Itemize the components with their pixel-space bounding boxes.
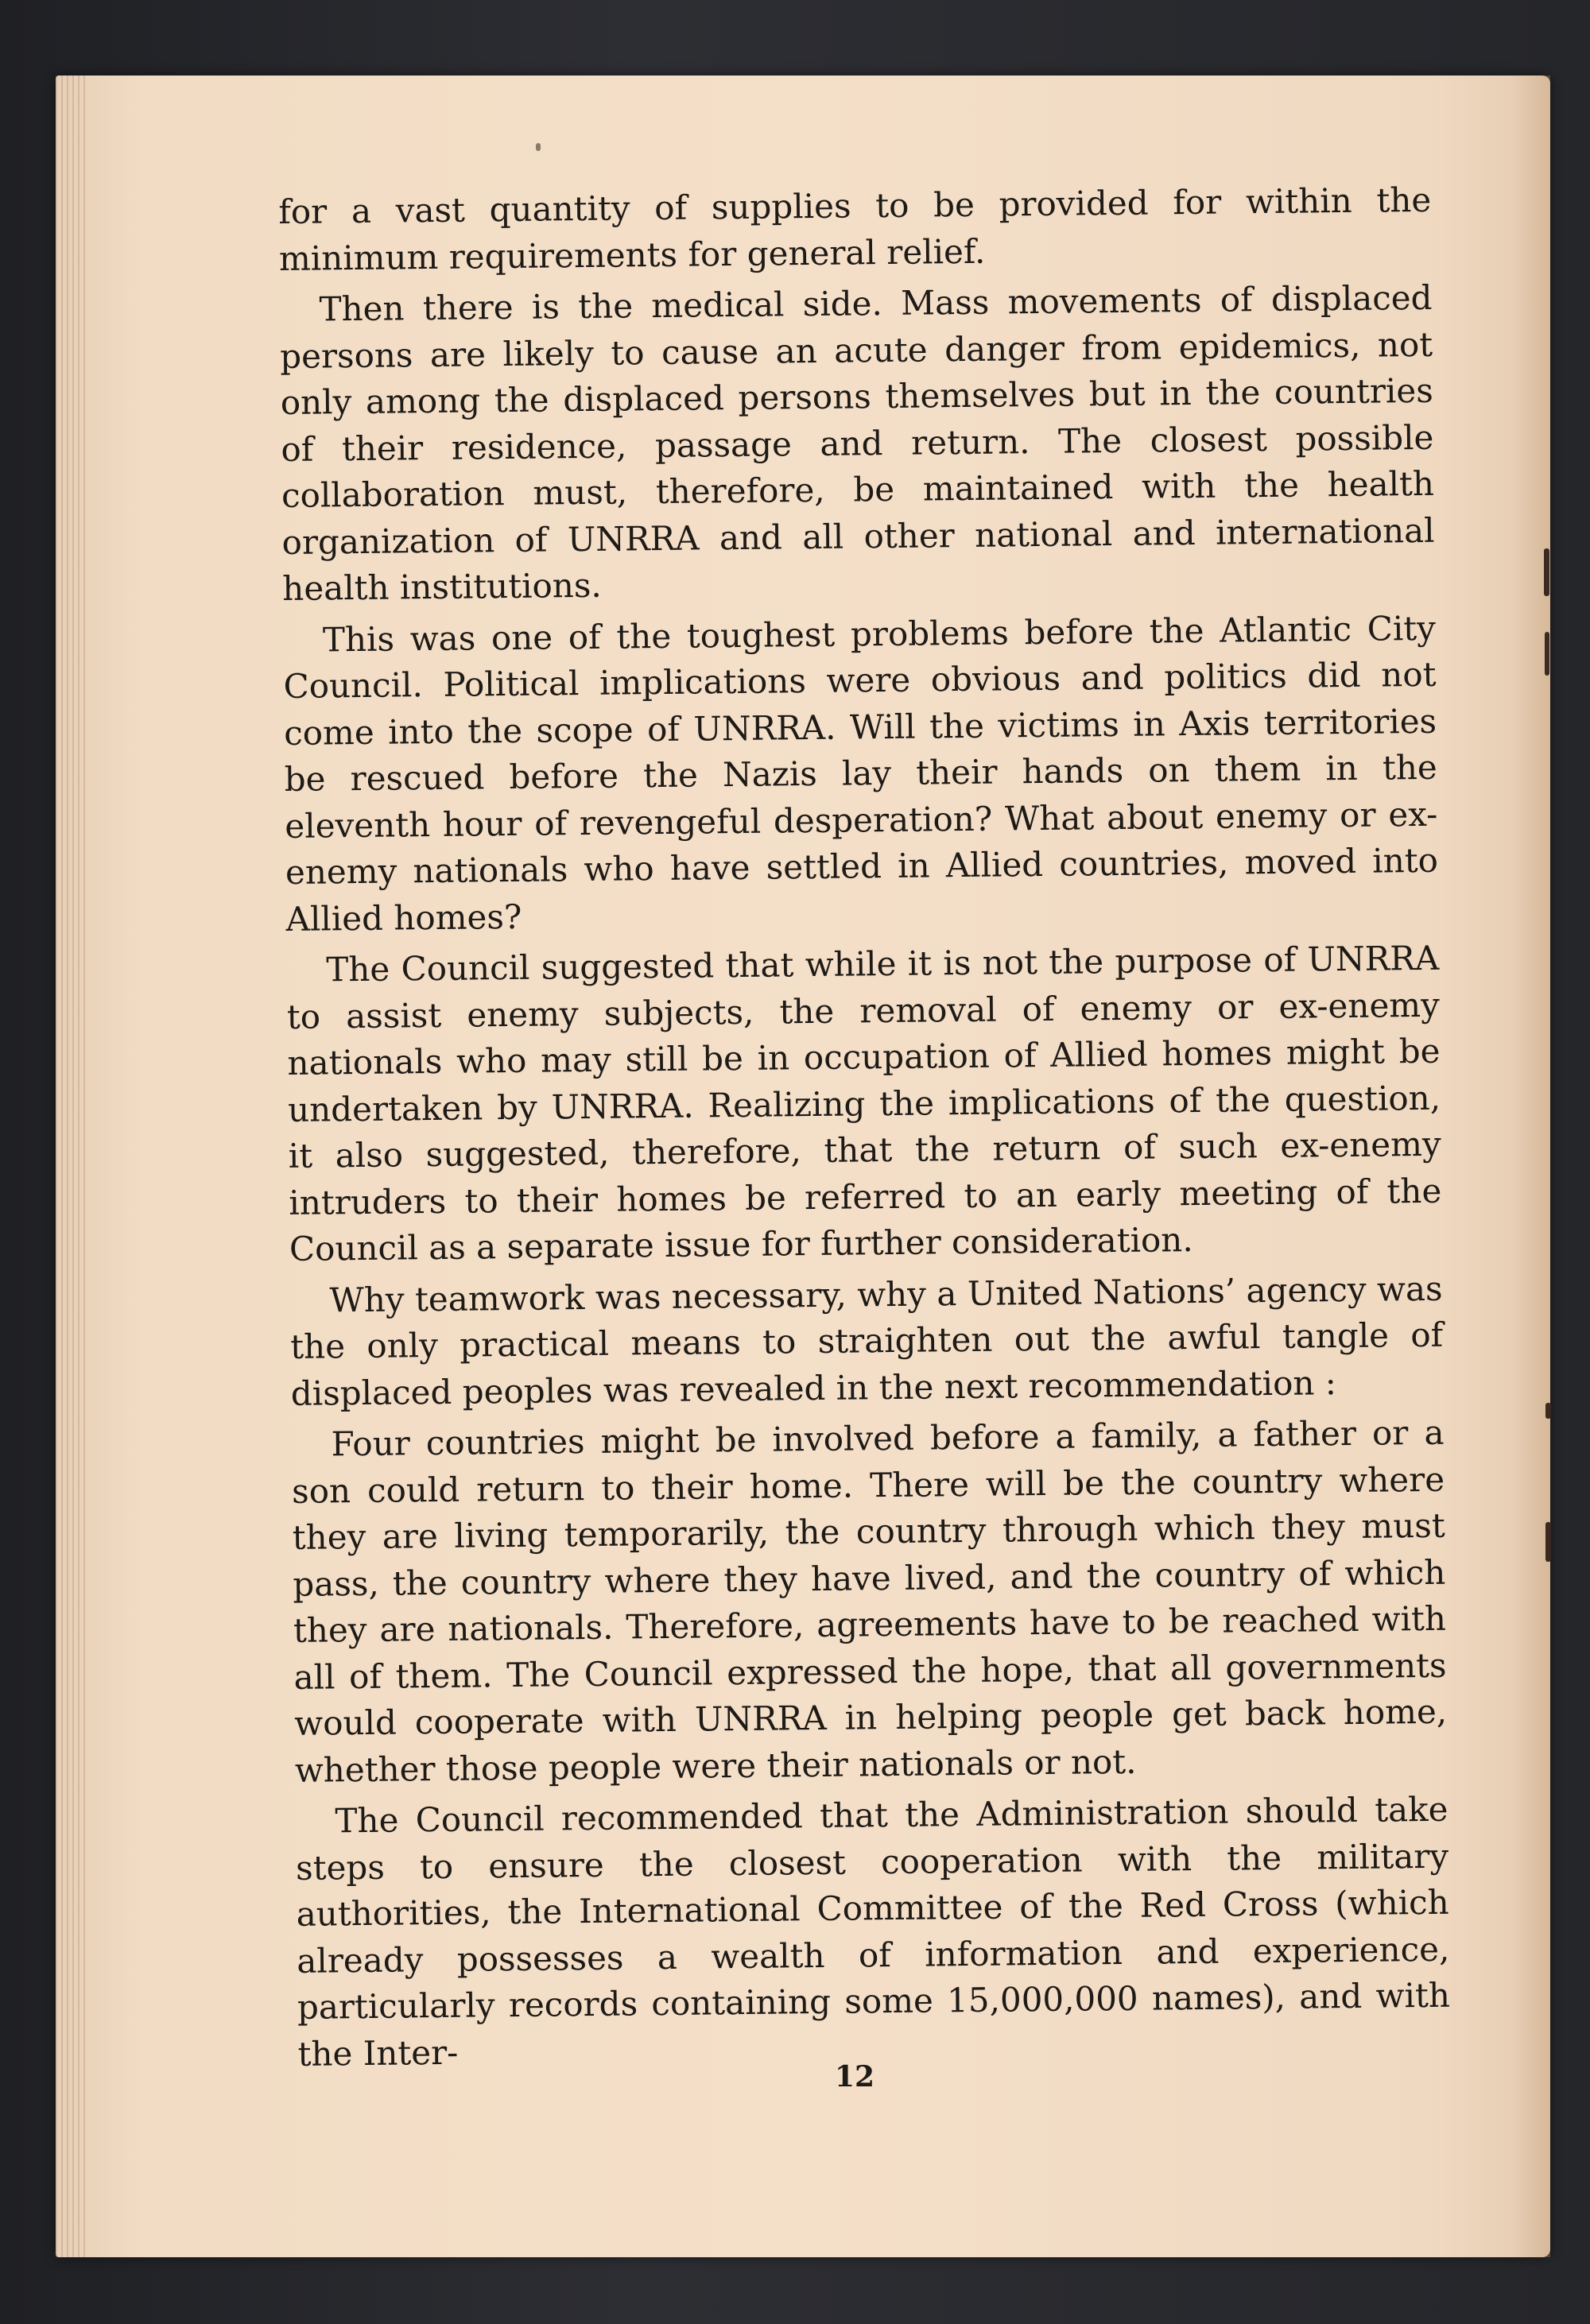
- ink-bleed-mark: [1544, 548, 1549, 596]
- paragraph: Then there is the medical side. Mass movements of displaced persons are likely to cause an acute danger from epidemics, not only among the displaced persons themselves but in the countries of their residence, passage and return. The closest possible collaboration must, therefore, be maintained with the health organization of UNRRA and all other national and international health institutions.: [279, 277, 1435, 608]
- paragraph: Four countries might be involved before a family, a father or a son could return to their home. There will be the country where they are living temporarily, the country through which they must pass, the country where they have lived, and the country of which they are nationals. Therefore, agreements have to be reached with all of them. The Council expressed the hope, that all governments would cooperate with UNRRA in helping people get back home, whether those people were their nationals or not.: [291, 1412, 1448, 1790]
- paper-speck: [536, 143, 541, 151]
- paragraph: Why teamwork was necessary, why a United Nations’ agency was the only practical means to straighten out the awful tangle of displaced peoples was revealed in the next recommendation :: [289, 1269, 1444, 1413]
- paragraph: This was one of the toughest problems before the Atlantic City Council. Political implications were obvious and politics did not come into the scope of UNRRA. Will the victims in Axis territories be rescued before the Nazis lay their hands on them in the eleventh hour of revengeful desperation? What about enemy or ex-enemy nationals who have settled in Allied countries, moved into Allied homes?: [283, 608, 1439, 939]
- page-number: 12: [834, 2060, 875, 2094]
- ink-bleed-mark: [1545, 1403, 1551, 1419]
- page-fore-edge: [1510, 76, 1550, 2257]
- ink-bleed-mark: [1545, 632, 1549, 676]
- paragraph: The Council suggested that while it is not the purpose of UNRRA to assist enemy subjects, the removal of enemy or ex-enemy nationals who may still be in occupation of Allied homes might be undertaken by UNRRA. Realizing the implications of the question, it also suggested, therefore, that the return of such ex-enemy intruders to their homes be referred to an early meeting of the Council as a separate issue for further consideration.: [286, 938, 1442, 1269]
- paragraph: The Council recommended that the Administration should take steps to ensure the closest cooperation with the military authorities, the International Committee of the Red Cross (which already possesses a wealth of information and experience, particularly records containing some 15,000,000 names), and with the Inter-: [295, 1789, 1451, 2074]
- paragraph: for a vast quantity of supplies to be provided for within the minimum requirements for general relief.: [278, 180, 1432, 278]
- body-text: [278, 177, 1451, 2082]
- page-stack-edge: [56, 76, 87, 2257]
- ink-bleed-mark: [1545, 1522, 1551, 1562]
